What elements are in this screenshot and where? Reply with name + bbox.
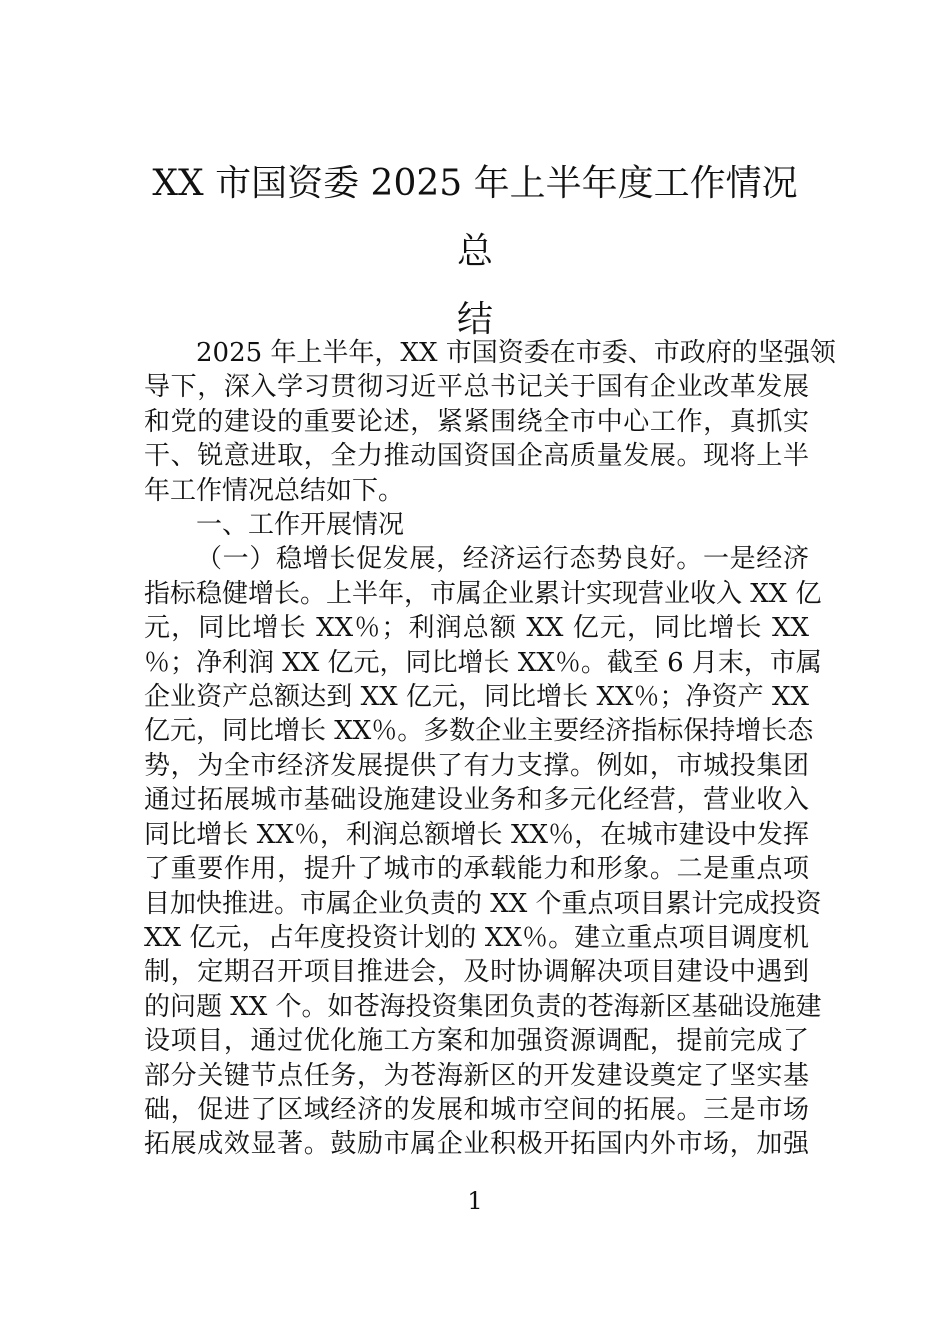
body-line: 础，促进了区域经济的发展和城市空间的拓展。三是市场 (144, 1094, 809, 1125)
body-line: 部分关键节点任务，为苍海新区的开发建设奠定了坚实基 (144, 1060, 809, 1091)
page-number: 1 (467, 1187, 483, 1215)
body-line: 指标稳健增长。上半年，市属企业累计实现营业收入 XX 亿 (144, 578, 822, 609)
body-line: 和党的建设的重要论述，紧紧围绕全市中心工作，真抓实 (144, 406, 809, 437)
body-line: 同比增长 XX％，利润总额增长 XX％，在城市建设中发挥 (144, 819, 809, 850)
body-line: 的问题 XX 个。如苍海投资集团负责的苍海新区基础设施建 (144, 991, 822, 1022)
body-line: 了重要作用，提升了城市的承载能力和形象。二是重点项 (144, 854, 809, 885)
body-line: （一）稳增长促发展，经济运行态势良好。一是经济 (196, 544, 809, 575)
section-heading: 一、工作开展情况 (196, 510, 405, 541)
body-line: 通过拓展城市基础设施建设业务和多元化经营，营业收入 (144, 785, 809, 816)
body-line: 元，同比增长 XX％；利润总额 XX 亿元，同比增长 XX (144, 613, 809, 644)
body-line: 势，为全市经济发展提供了有力支撑。例如，市城投集团 (144, 750, 809, 781)
document-title (140, 150, 810, 354)
body-line: 2025 年上半年，XX 市国资委在市委、市政府的坚强领 (196, 338, 836, 368)
body-line: ％；净利润 XX 亿元，同比增长 XX％。截至 6 月末，市属 (144, 647, 822, 678)
body-line: 拓展成效显著。鼓励市属企业积极开拓国内外市场，加强 (144, 1129, 809, 1160)
title-line: XX 市国资委 2025 年上半年度工作情况总 (152, 163, 798, 272)
document-body (144, 336, 836, 1162)
body-line: 导下，深入学习贯彻习近平总书记关于国有企业改革发展 (144, 372, 809, 403)
body-line: 亿元，同比增长 XX％。多数企业主要经济指标保持增长态 (144, 716, 814, 747)
body-line: 设项目，通过优化施工方案和加强资源调配，提前完成了 (144, 1026, 809, 1057)
body-line: 目加快推进。市属企业负责的 XX 个重点项目累计完成投资 (144, 888, 822, 919)
body-line: 年工作情况总结如下。 (144, 475, 405, 506)
body-line: 企业资产总额达到 XX 亿元，同比增长 XX％；净资产 XX (144, 682, 809, 713)
body-line: XX 亿元，占年度投资计划的 XX％。建立重点项目调度机 (144, 922, 809, 953)
title-line: 结 (456, 299, 493, 340)
body-line: 干、锐意进取，全力推动国资国企高质量发展。现将上半 (144, 441, 809, 472)
body-line: 制，定期召开项目推进会，及时协调解决项目建设中遇到 (144, 957, 809, 988)
